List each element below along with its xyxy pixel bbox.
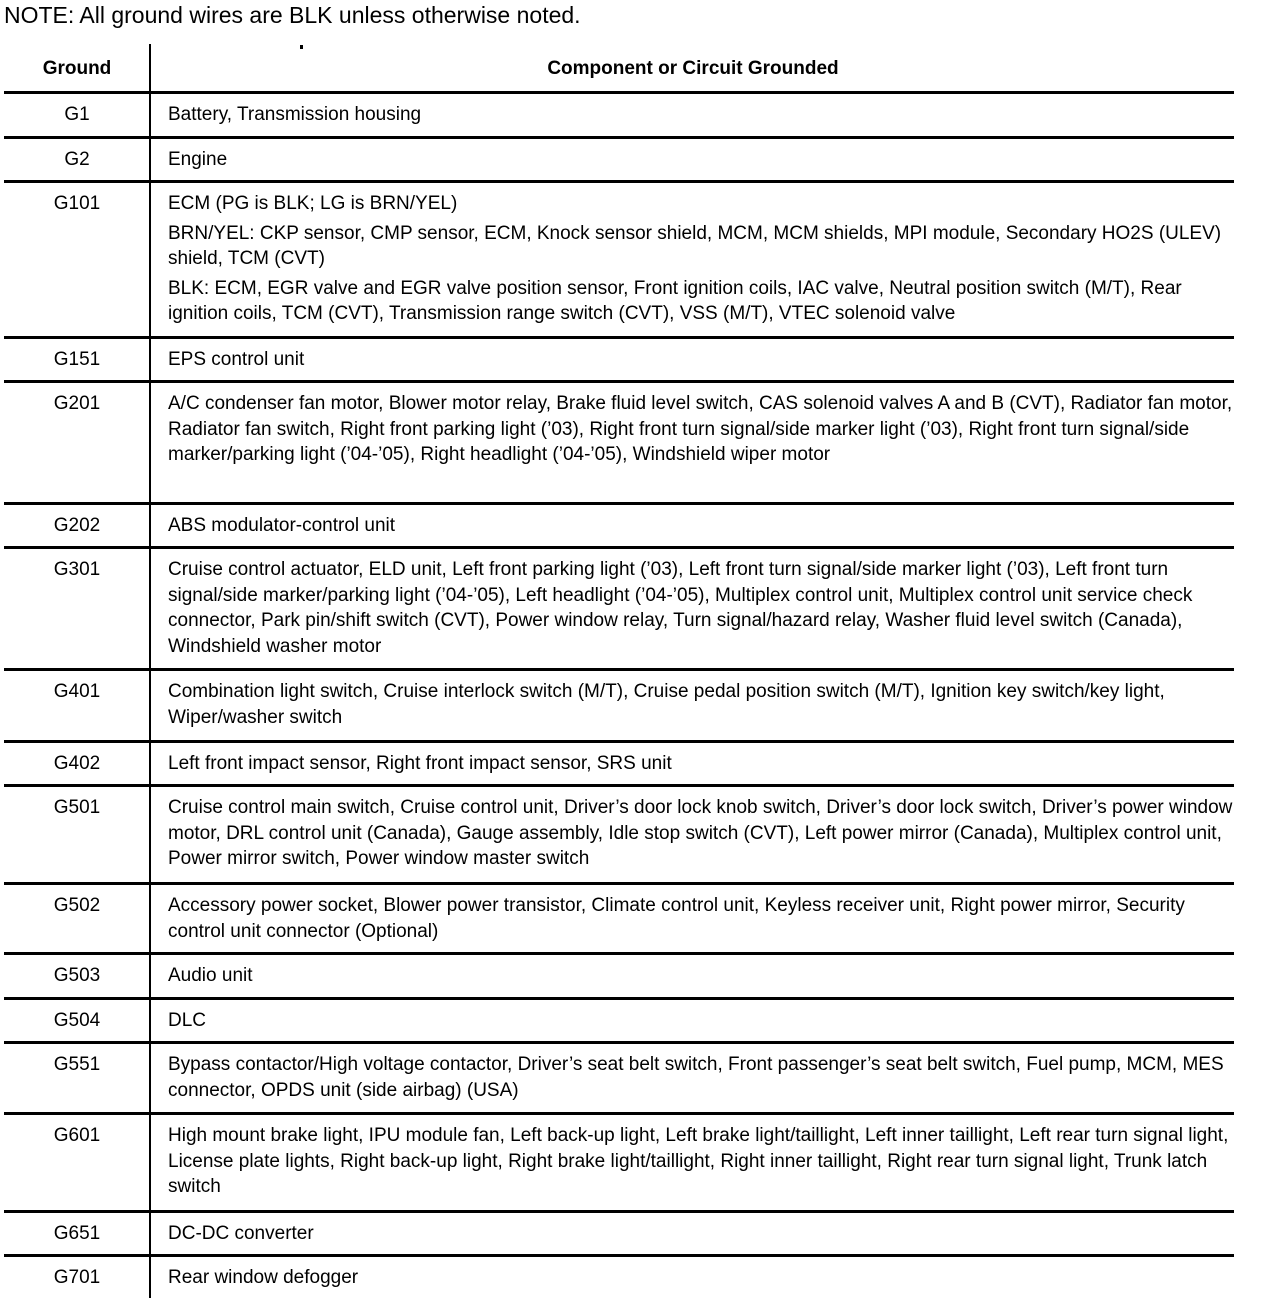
row-separator [4,180,1234,183]
ground-id: G551 [53,1054,101,1075]
ground-id: G301 [53,559,101,580]
row-separator [4,952,1234,955]
ground-id: G2 [64,149,90,170]
component-paragraph: Cruise control actuator, ELD unit, Left front parking light (’03), Left front turn signal/side marker light (’03), Left front turn signal/side marker/parking light (’04-’05), Left headlight (’04-’05), Multiplex control unit, Multiplex control unit service check connector, Park pin/shift switch (CVT), Power window relay, Turn signal/hazard relay, Washer fluid level switch (Canada), Windshield washer motor [168,559,1193,657]
component-list [168,963,1238,989]
component-paragraph: Rear window defogger [168,1267,359,1288]
ground-id: G201 [53,393,101,414]
ground-id: G501 [53,797,101,818]
component-paragraph: Combination light switch, Cruise interlock switch (M/T), Cruise pedal position switch (M/T), Ignition key switch/key light, Wiper/washer switch [168,681,1165,728]
row-separator [4,882,1234,885]
component-paragraph: DLC [168,1010,207,1031]
ground-id: G503 [53,965,101,986]
component-paragraph: Engine [168,149,228,170]
component-list [168,147,1238,173]
component-paragraph: Battery, Transmission housing [168,104,422,125]
component-list [168,102,1238,128]
row-separator [4,1112,1234,1115]
ground-id: G402 [53,753,101,774]
row-separator [4,740,1234,743]
component-list [168,1221,1238,1247]
ground-id: G151 [53,349,101,370]
component-paragraph: Left front impact sensor, Right front impact sensor, SRS unit [168,753,672,774]
table-header-ground: Ground [42,58,112,79]
row-separator [4,380,1234,383]
component-paragraph: Accessory power socket, Blower power transistor, Climate control unit, Keyless receiver unit, Right power mirror, Security control unit connector (Optional) [168,895,1185,942]
row-separator [4,336,1234,339]
row-separator [4,1210,1234,1213]
column-divider [149,44,151,1298]
row-separator [4,668,1234,671]
component-paragraph: BRN/YEL: CKP sensor, CMP sensor, ECM, Knock sensor shield, MCM, MCM shields, MPI module, Secondary HO2S (ULEV) shield, TCM (CVT) [168,222,1222,270]
component-paragraph: Cruise control main switch, Cruise control unit, Driver’s door lock knob switch, Driver’s door lock switch, Driver’s power window motor, DRL control unit (Canada), Gauge assembly, Idle stop switch (CVT), Left power mirror (Canada), Multiplex control unit, Power mirror switch, Power window master switch [168,797,1233,870]
component-list [168,391,1238,468]
component-paragraph: BLK: ECM, EGR valve and EGR valve position sensor, Front ignition coils, IAC valve, Neutral position switch (M/T), Rear ignition coils, TCM (CVT), Transmission range switch (CVT), VSS (M/T), VTEC solenoid valve [168,277,1182,325]
component-list [168,513,1238,539]
ground-id: G701 [53,1267,101,1288]
note-text: NOTE: All ground wires are BLK unless otherwise noted. [4,2,581,28]
component-list [168,893,1238,944]
ground-id: G502 [53,895,101,916]
component-paragraph: Audio unit [168,965,253,986]
row-separator [4,502,1234,505]
component-paragraph: A/C condenser fan motor, Blower motor relay, Brake fluid level switch, CAS solenoid valves A and B (CVT), Radiator fan motor, Radiator fan switch, Right front parking light (’03), Right front turn signal/side marker light (’03), Right front turn signal/side marker/parking light (’04-’05), Right headlight (’04-’05), Windshield wiper motor [168,393,1233,466]
table-header-component: Component or Circuit Grounded [547,58,839,79]
row-separator [4,546,1234,549]
component-list [168,1265,1238,1291]
ground-id: G601 [53,1125,101,1146]
component-paragraph: ABS modulator-control unit [168,515,396,536]
row-separator [4,1254,1234,1257]
component-list [168,795,1238,872]
row-separator [4,784,1234,787]
header-rule [4,91,1234,94]
component-list [168,1008,1238,1034]
ground-id: G504 [53,1010,101,1031]
component-list [168,679,1238,730]
scan-speck [300,45,303,49]
component-paragraph: High mount brake light, IPU module fan, Left back-up light, Left brake light/taillight, Left inner taillight, Left rear turn signal light, License plate lights, Right back-up light, Right brake light/taillight, Right inner taillight, Right rear turn signal light, Trunk latch switch [168,1125,1229,1198]
ground-id: G651 [53,1223,101,1244]
component-list [168,557,1238,659]
component-paragraph: EPS control unit [168,349,305,370]
component-list [168,1052,1238,1103]
component-list [168,347,1238,373]
row-separator [4,1041,1234,1044]
component-list [168,1123,1238,1200]
ground-id: G401 [53,681,101,702]
row-separator [4,136,1234,139]
ground-id: G101 [53,193,101,214]
component-paragraph: Bypass contactor/High voltage contactor, Driver’s seat belt switch, Front passenger’s seat belt switch, Fuel pump, MCM, MES connector, OPDS unit (side airbag) (USA) [168,1054,1224,1101]
ground-id: G1 [64,104,90,125]
component-paragraph: ECM (PG is BLK; LG is BRN/YEL) [168,193,458,214]
row-separator [4,997,1234,1000]
component-paragraph: DC-DC converter [168,1223,314,1244]
component-list [168,191,1238,327]
component-list [168,751,1238,777]
ground-id: G202 [53,515,101,536]
